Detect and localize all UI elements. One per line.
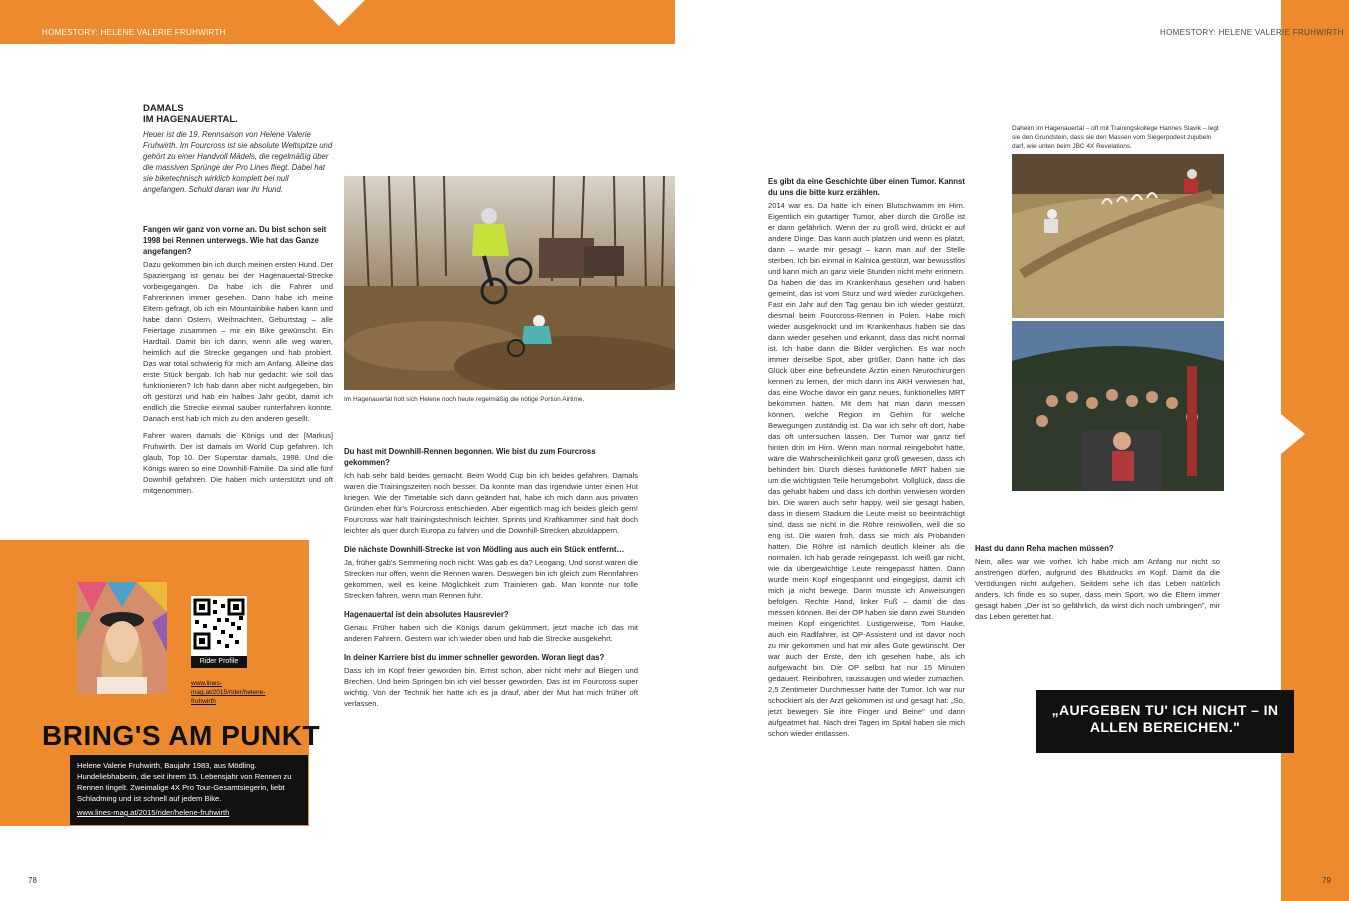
question-6: Es gibt da eine Geschichte über einen Tumor. Kannst du uns die bitte kurz erzählen. bbox=[768, 177, 965, 197]
main-photo bbox=[344, 176, 675, 390]
bio-text: Helene Valerie Fruhwirth, Baujahr 1983, aus Mödling. Hundeliebhaberin, die seit ihrem 15. Lebensjahr von Rennen zu Rennen tingelt. Zweimalige 4X Pro Tour-Gesamtsiegerin, liebt Schladming und ist schnell auf jedem Bike. bbox=[77, 761, 292, 803]
pull-quote: „AUFGEBEN TU' ICH NICHT – IN ALLEN BEREICHEN." bbox=[1036, 690, 1294, 753]
question-4: Hagenauertal ist dein absolutes Hausrevier? bbox=[344, 610, 509, 619]
side-photo-caption: Daheim im Hagenauertal – oft mit Trainingskollege Hannes Slavik – legt sie den Grundstein, dass sie den Massen vom Siegerpodest zujubeln darf, wie unten beim JBC 4X Revelations. bbox=[1012, 125, 1219, 150]
main-photo-caption: Im Hagenauertal holt sich Helene noch heute regelmäßig die nötige Portion Airtime. bbox=[344, 396, 585, 403]
intro-lead: Heuer ist die 19. Rennsaison von Helene Valerie Fruhwirth. Im Fourcross ist sie absolute Weltspitze und gehört zu einer Handvoll Mädels, die regelmäßig über die massiven Sprünge der Pro Lines fliegt. Dabei hat sie biketechnisch wirklich komplett bei null angefangen. Schuld daran war ihr Hund. bbox=[143, 130, 333, 194]
answer-1b: Fahrer waren damals die Königs und der [Markus] Fruhwirth. Der ist damals im World Cup gefahren. Ich glaub, Top 10. Der Superstar damals, 1998. Und die Königs waren so eine Downhill-Familie. Da sind alle fünf Downhill gefahren. Die haben mich unterstützt und oft mitgenommen. bbox=[143, 431, 333, 495]
qr-code[interactable] bbox=[191, 596, 247, 656]
question-1: Fangen wir ganz von vorne an. Du bist schon seit 1998 bei Rennen unterwegs. Wie hat das Ganze angefangen? bbox=[143, 225, 327, 256]
column-3 bbox=[768, 176, 965, 745]
answer-6: 2014 war es. Da hatte ich einen Blutschwamm im Hirn. Eigentlich ein gutartiger Tumor, aber durch die Größe ist er dann gefährlich. Wenn der zu groß wird, drückt er auf andere Dinge. Das kann auch platzen und wenn es platzt, dann – wurde mir gesagt – kann man auf der Stelle sterben. Ich bin einmal in Kalnica gestürzt, war bewusstlos und kann mich an ganz viele Stunden nicht mehr erinnern. Da haben die das im Krankenhaus gesehen und haben gemeint, das ist vom Sturz und wird wieder zurückgehen. Fast ein Jahr auf den Tag genau bin ich wieder gestürzt, diesmal beim Fourcross-Rennen in Polen. Habe mich wieder ausgeknockt und im Krankenhaus haben sie das dann wieder gesehen und erkannt, dass das nicht normal ist. Ich habe dann die Bilder verglichen. Es war noch immer derselbe Spot, aber größer. Dann hatte ich das Glück über eine befreundete Ärztin einen Neurochirurgen kennen zu lernen, der mich dann ins AKH verwiesen hat, das eine Woche davor ein ganz neues, funktionelles MRT bekommen hatten. Mit dem hat man dann messen können, welche Region im Gehirn für welche Bewegungen zuständig ist. Da war ich sehr oft dort, habe das oft untersuchen lassen. Der Tumor war ganz tief hinten drin im Hirn. Wenn man normal reingebohrt hätte, wäre die Wahrscheinlichkeit ganz groß gewesen, dass ich behindert bin. Durch dieses funktionelle MRT haben sie um die wichtigsten Teile herumgebohrt. Vollglück, dass die das gehabt haben und dass ich dorthin verwiesen worden bin. Die waren auch sehr happy, weil sie gesagt haben, dass in diesem Stadium die Leute meist so beeinträchtigt sind, dass sie nicht in die Röhre reinwollen, weil die so eng ist. Die waren froh, dass sie mich als Probanden hatten. Die Röhre ist nämlich deutlich kleiner als die normalen. Ich hab gerade reingepasst. Ich weiß gar nicht, wie da übergewichtige Leute reingepasst hätten. Dann wurde mein Kopf eingespannt und eingegipst, damit ich mich ja nicht bewege. Dann musste ich Anweisungen befolgen. Rechte Hand, linker Fuß – damit die das messen können. Bei der OP haben sie dann zwei Stunden meinen Kopf eingerichtet. Lustigerweise, Tom Hauke, auch ein Radlfahrer, ist OP-Assistent und ist davor noch zu mir gekommen und hat mir alles Gute gewünscht. Der war auch der Erste, den ich gesehen habe, als ich aufgewacht bin. Die OP selbst hat nur 15 Minuten gedauert. Reinbohren, raussaugen und wieder zumachen. 2,5 Zentimeter Durchmesser hatte der Tumor. Ich war nur schockiert als der Arzt gekommen ist und gesagt hat: „So, jetzt bewegen Sie ihre Finger und Beine" und dann aufgeatmet hat. Nach drei Tagen im Spital haben sie mich schon wieder entlassen. bbox=[768, 201, 965, 738]
qr-label: Rider Profile bbox=[191, 656, 247, 668]
page-number-right: 79 bbox=[1322, 876, 1331, 885]
bio-box bbox=[70, 755, 308, 825]
page-turn-arrow-icon bbox=[1281, 414, 1305, 454]
intro-title-line1: DAMALS bbox=[143, 103, 184, 114]
sidebar-heading: BRING'S AM PUNKT bbox=[42, 720, 321, 751]
header-notch bbox=[313, 0, 365, 26]
answer-7: Nein, alles war wie vorher. Ich habe mich am Anfang nur nicht so anstrengen dürfen, aufgrund des Blutdrucks im Kopf. Damit da die Verödungen nicht aufgehen. Seitdem sehe ich das Leben natürlich anders. Ich finde es so super, dass mein Sport, wo die Eltern immer gesagt haben „Der ist so gefährlich, da wirst dich noch umbringen", mir das Leben gerettet hat. bbox=[975, 557, 1220, 621]
qr-link[interactable]: www.lines-mag.at/2015/rider/helene-fruhwirth bbox=[191, 680, 266, 705]
qr-code-icon bbox=[191, 596, 247, 652]
portrait-image bbox=[77, 582, 167, 694]
podium-photo bbox=[1012, 321, 1224, 491]
column-1 bbox=[143, 224, 333, 502]
question-2: Du hast mit Downhill-Rennen begonnen. Wie bist du zum Fourcross gekommen? bbox=[344, 447, 596, 467]
intro-title-line2: IM HAGENAUERTAL. bbox=[143, 114, 238, 125]
left-header-label: HOMESTORY: HELENE VALERIE FRUHWIRTH bbox=[42, 28, 226, 37]
question-7: Hast du dann Reha machen müssen? bbox=[975, 544, 1114, 553]
rider-jump-image bbox=[344, 176, 675, 390]
training-image bbox=[1012, 154, 1224, 318]
answer-4: Genau. Früher haben sich die Königs darum gekümmert, jetzt mache ich das mit anderen Fahrern. Gestern war ich wieder oben und hab die Strecke ausgekehrt. bbox=[344, 623, 638, 643]
page-number-left: 78 bbox=[28, 876, 37, 885]
podium-crowd-image bbox=[1012, 321, 1224, 491]
column-4 bbox=[975, 543, 1220, 628]
question-5: In deiner Karriere bist du immer schneller geworden. Woran liegt das? bbox=[344, 653, 605, 662]
column-2 bbox=[344, 446, 638, 715]
question-3: Die nächste Downhill-Strecke ist von Mödling aus auch ein Stück entfernt… bbox=[344, 545, 625, 554]
right-header-label: HOMESTORY: HELENE VALERIE FRUHWIRTH bbox=[1160, 28, 1344, 37]
answer-3: Ja, früher gab's Semmering noch nicht. Was gab es da? Leogang. Und sonst waren die Strecken nur offen, wenn die Rennen waren. Deswegen bin ich gleich zum Rennfahren gekommen, weil es keine Möglichkeit zum Trainieren gab. Man konnte nur tolle Strecken fahren, wenn man Rennen fuhr. bbox=[344, 558, 638, 600]
training-photo bbox=[1012, 154, 1224, 318]
answer-5: Dass ich im Kopf freier geworden bin. Ernst schon, aber nicht mehr auf Biegen und Brechen. Und beim Springen bin ich viel besser geworden. Das ist im Fourcross super wichtig. Von der Technik her hatte ich es ja drauf, aber der Mut hat mich früher oft verlassen. bbox=[344, 666, 638, 708]
answer-1: Dazu gekommen bin ich durch meinen ersten Hund. Der Spaziergang ist genau bei der Hagenauertal-Strecke vorbeigegangen. Da habe ich die Fahrer und Fahrerinnen immer gesehen. Dann habe ich meine Eltern gefragt, ob ich ein Mountainbike haben kann und habe dann Ostern, Weihnachten, Geburtstag – alle Feiertage zusammen – mir ein Bike gewünscht. Ein Hardtail. Damit bin ich dann, wenn alle weg waren, heimlich auf die Strecke gegangen und hab probiert. Das war total schwierig für mich am Anfang. Alleine das erste Stück bergab. Ich hab nur gedacht: wie soll das funktionieren? Ich hab dann aber nicht aufgegeben, bin oft gestürzt und hab ein halbes Jahr geübt, damit ich endlich die Strecke einmal sauber runterfahren konnte. Danach erst hab ich mich zu den anderen gesellt. bbox=[143, 260, 333, 423]
bio-link[interactable]: www.lines-mag.at/2015/rider/helene-fruhwirth bbox=[77, 808, 230, 817]
answer-2: Ich hab sehr bald beides gemacht. Beim World Cup bin ich beides gefahren. Damals waren die Trainingszeiten noch besser. Da konnte man das irgendwie unter einen Hut kriegen. Wie der Timetable sich dann geändert hat, habe ich mich dann aus privaten Gründen eher für's Fourcross entschieden. Aber eigentlich mag ich beides gleich gern! Fourcross war halt trainingstechnisch leichter. Sprints und Kraftkammer sind halt doch leichter als quer durch Europa zu fahren und die Downhill-Strecken abzuklappern. bbox=[344, 471, 638, 535]
rider-portrait bbox=[77, 582, 167, 694]
intro-block bbox=[143, 103, 333, 195]
